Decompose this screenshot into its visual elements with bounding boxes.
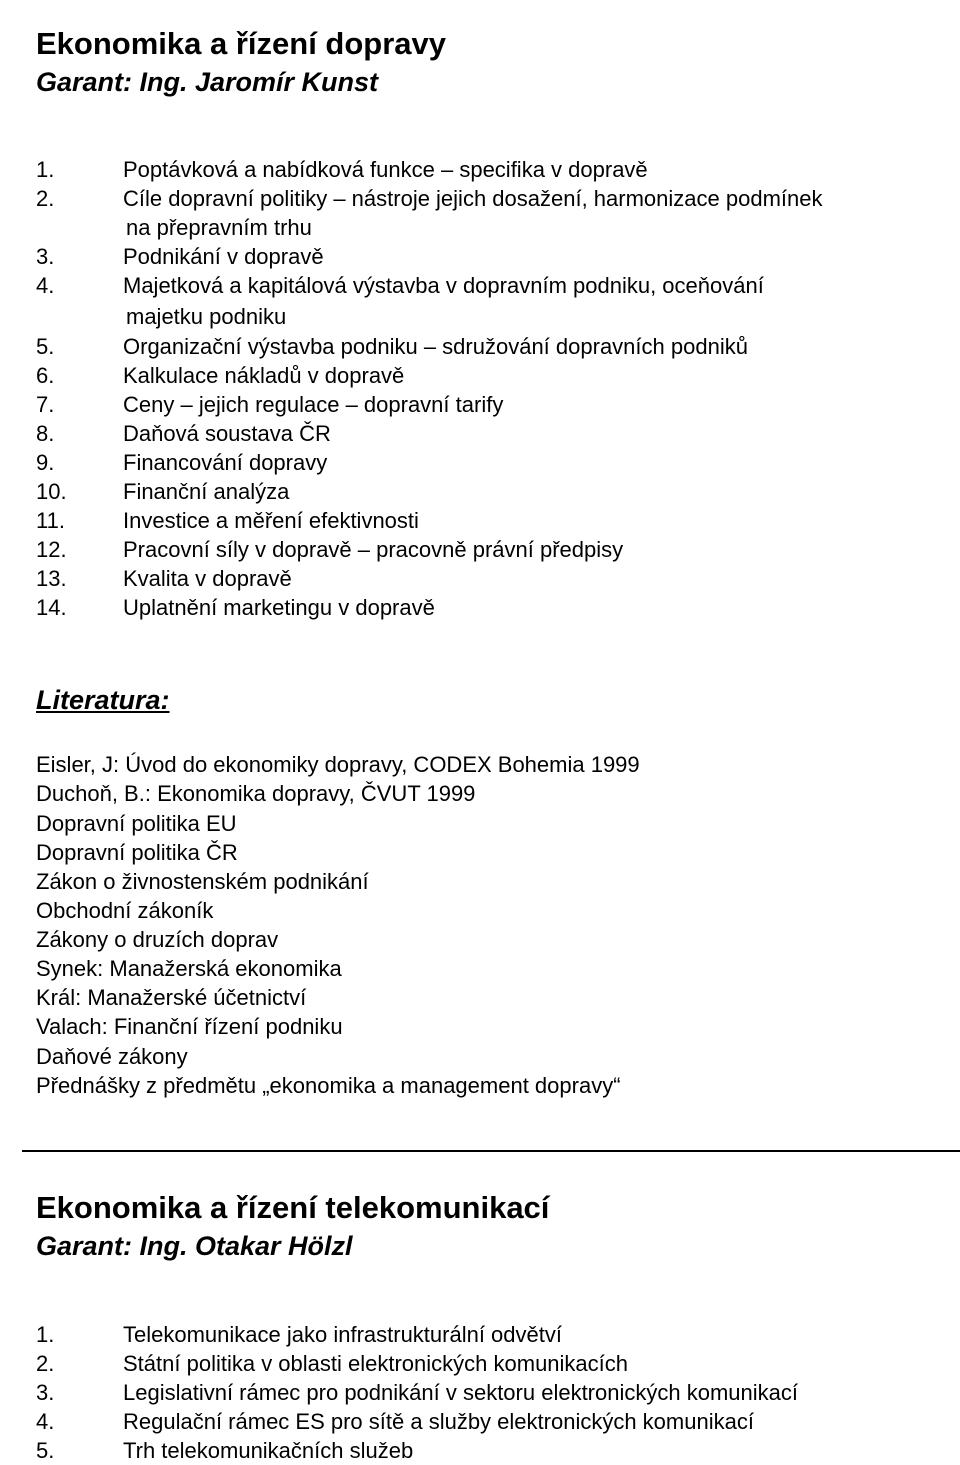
item-text: Státní politika v oblasti elektronických komunikacích <box>123 1351 629 1376</box>
item-text: Kvalita v dopravě <box>123 566 292 591</box>
item-text: Telekomunikace jako infrastrukturální odvětví <box>123 1322 562 1347</box>
item-text: Legislativní rámec pro podnikání v sektoru elektronických komunikací <box>123 1380 798 1405</box>
item-text-continuation: na přepravním trhu <box>126 215 312 240</box>
item-number: 1. <box>36 1322 55 1347</box>
item-text: Investice a měření efektivnosti <box>123 508 419 533</box>
item-text: Uplatnění marketingu v dopravě <box>123 595 435 620</box>
literature-item: Valach: Finanční řízení podniku <box>36 1014 343 1039</box>
item-text: Organizační výstavba podniku – sdružování dopravních podniků <box>123 334 748 359</box>
item-number: 4. <box>36 1409 55 1434</box>
literature-item: Dopravní politika ČR <box>36 840 238 865</box>
item-text: Kalkulace nákladů v dopravě <box>123 363 405 388</box>
section1-title: Ekonomika a řízení dopravy <box>36 26 447 61</box>
literature-item: Obchodní zákoník <box>36 898 214 923</box>
item-number: 7. <box>36 392 55 417</box>
item-number: 2. <box>36 186 55 211</box>
item-number: 2. <box>36 1351 55 1376</box>
item-number: 8. <box>36 421 55 446</box>
literature-item: Dopravní politika EU <box>36 811 237 836</box>
literature-item: Duchoň, B.: Ekonomika dopravy, ČVUT 1999 <box>36 781 476 806</box>
item-text: Daňová soustava ČR <box>123 421 331 446</box>
item-number: 12. <box>36 537 67 562</box>
item-number: 3. <box>36 244 55 269</box>
literature-item: Přednášky z předmětu „ekonomika a management dopravy“ <box>36 1073 621 1098</box>
section-divider <box>22 1150 960 1152</box>
item-number: 5. <box>36 334 55 359</box>
item-text: Regulační rámec ES pro sítě a služby elektronických komunikací <box>123 1409 754 1434</box>
item-text: Pracovní síly v dopravě – pracovně právní předpisy <box>123 537 624 562</box>
item-text: Finanční analýza <box>123 479 290 504</box>
literature-item: Zákon o živnostenském podnikání <box>36 869 369 894</box>
section1-garant: Garant: Ing. Jaromír Kunst <box>36 67 379 97</box>
item-number: 5. <box>36 1438 55 1463</box>
item-text: Trh telekomunikačních služeb <box>123 1438 414 1463</box>
item-text: Podnikání v dopravě <box>123 244 324 269</box>
item-number: 3. <box>36 1380 55 1405</box>
item-number: 10. <box>36 479 67 504</box>
item-text-continuation: majetku podniku <box>126 304 287 329</box>
item-text: Poptávková a nabídková funkce – specifika v dopravě <box>123 157 648 182</box>
literature-item: Král: Manažerské účetnictví <box>36 985 307 1010</box>
literature-item: Synek: Manažerská ekonomika <box>36 956 342 981</box>
item-text: Majetková a kapitálová výstavba v dopravním podniku, oceňování <box>123 273 764 298</box>
item-text: Ceny – jejich regulace – dopravní tarify <box>123 392 504 417</box>
item-text: Financování dopravy <box>123 450 328 475</box>
literature-heading: Literatura: <box>36 685 170 715</box>
item-text: Cíle dopravní politiky – nástroje jejich dosažení, harmonizace podmínek <box>123 186 823 211</box>
item-number: 14. <box>36 595 67 620</box>
literature-item: Daňové zákony <box>36 1044 188 1069</box>
item-number: 13. <box>36 566 67 591</box>
section2-title: Ekonomika a řízení telekomunikací <box>36 1190 550 1225</box>
item-number: 11. <box>36 508 65 533</box>
item-number: 4. <box>36 273 55 298</box>
item-number: 1. <box>36 157 55 182</box>
literature-item: Zákony o druzích doprav <box>36 927 279 952</box>
item-number: 9. <box>36 450 55 475</box>
section2-garant: Garant: Ing. Otakar Hölzl <box>36 1231 353 1261</box>
item-number: 6. <box>36 363 55 388</box>
literature-item: Eisler, J: Úvod do ekonomiky dopravy, CODEX Bohemia 1999 <box>36 752 640 777</box>
